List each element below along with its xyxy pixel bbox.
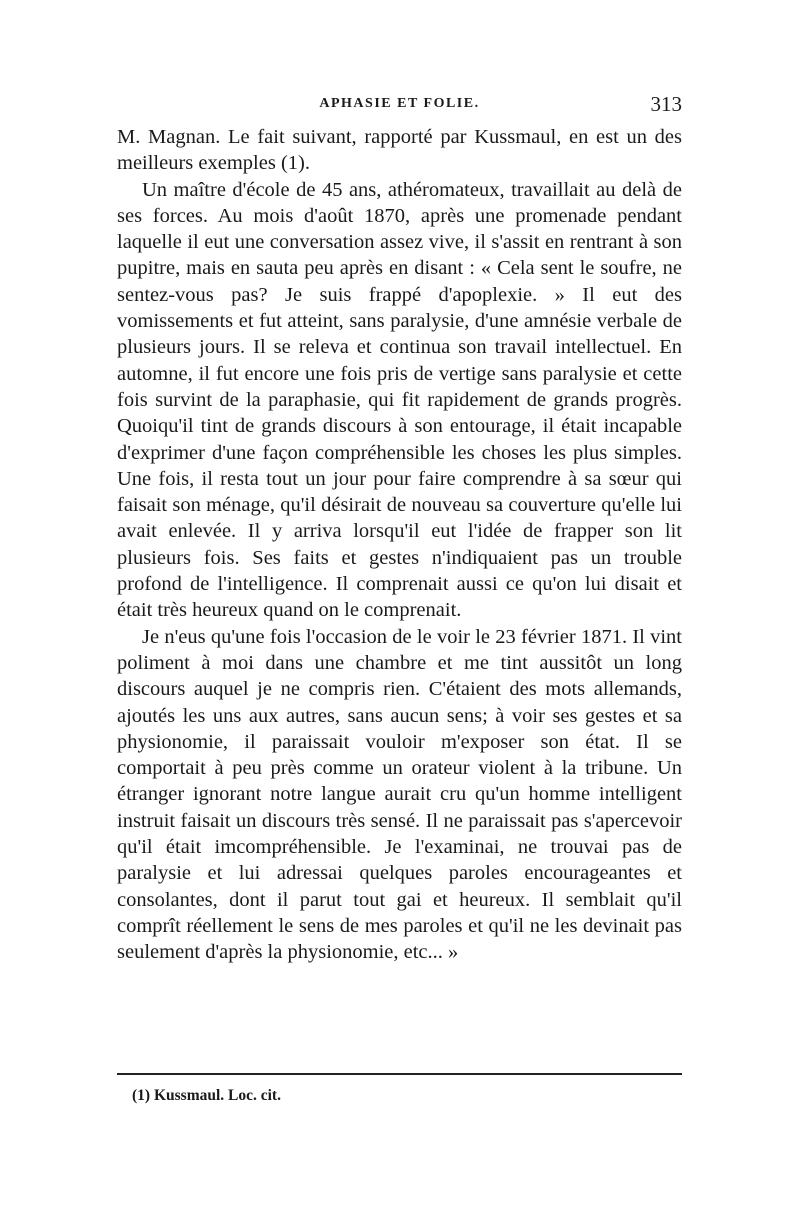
paragraph-2: Un maître d'école de 45 ans, athéromateux, travaillait au delà de ses forces. Au mois d'août 1870, après une promenade pendant laquelle il eut une conversation assez vive, il s'assit en rentrant à son pupitre, mais en sauta peu après en disant : « Cela sent le soufre, ne sentez-vous pas? Je suis frappé d'apoplexie. » Il eut des vomissements et fut atteint, sans paralysie, d'une amnésie verbale de plusieurs jours. Il se releva et continua son travail intellectuel. En automne, il fut encore une fois pris de vertige sans paralysie et cette fois survint de la paraphasie, qui fit rapidement de grands progrès. Quoiqu'il tint de grands discours à son entourage, il était incapable d'exprimer d'une façon compréhensible les choses les plus simples. Une fois, il resta tout un jour pour faire comprendre à sa sœur qui faisait son ménage, qu'il désirait de nouveau sa couverture qu'elle lui avait enlevée. Il y arriva lorsqu'il eut l'idée de frapper son lit plusieurs fois. Ses faits et gestes n'indiquaient pas un trouble profond de l'intelligence. Il comprenait aussi ce qu'on lui disait et était très heureux quand on le comprenait. [117, 178, 682, 622]
page-number: 313 [650, 92, 682, 116]
footnote-divider [117, 1073, 682, 1075]
footnote: (1) Kussmaul. Loc. cit. [132, 1087, 281, 1104]
running-head: APHASIE ET FOLIE. [319, 96, 480, 111]
paragraph-1: M. Magnan. Le fait suivant, rapporté par Kussmaul, en est un des meilleurs exemples (1). [117, 126, 682, 175]
body-text [117, 124, 682, 966]
page-header [117, 92, 682, 122]
paragraph-3: Je n'eus qu'une fois l'occasion de le voir le 23 février 1871. Il vint poliment à moi dans une chambre et me tint aussitôt un long discours auquel je ne compris rien. C'étaient des mots allemands, ajoutés les uns aux autres, sans aucun sens; à voir ses gestes et sa physionomie, il paraissait vouloir m'exposer son état. Il se comportait à peu près comme un orateur violent à la tribune. Un étranger ignorant notre langue aurait cru qu'un homme intelligent instruit faisait un discours très sensé. Il ne paraissait pas s'apercevoir qu'il était imcompréhensible. Je l'examinai, ne trouvai pas de paralysie et lui adressai quelques paroles encourageantes et consolantes, dont il parut tout gai et heureux. Il semblait qu'il comprît réellement le sens de mes paroles et qu'il ne les devinait pas seulement d'après la physionomie, etc... » [117, 625, 682, 964]
